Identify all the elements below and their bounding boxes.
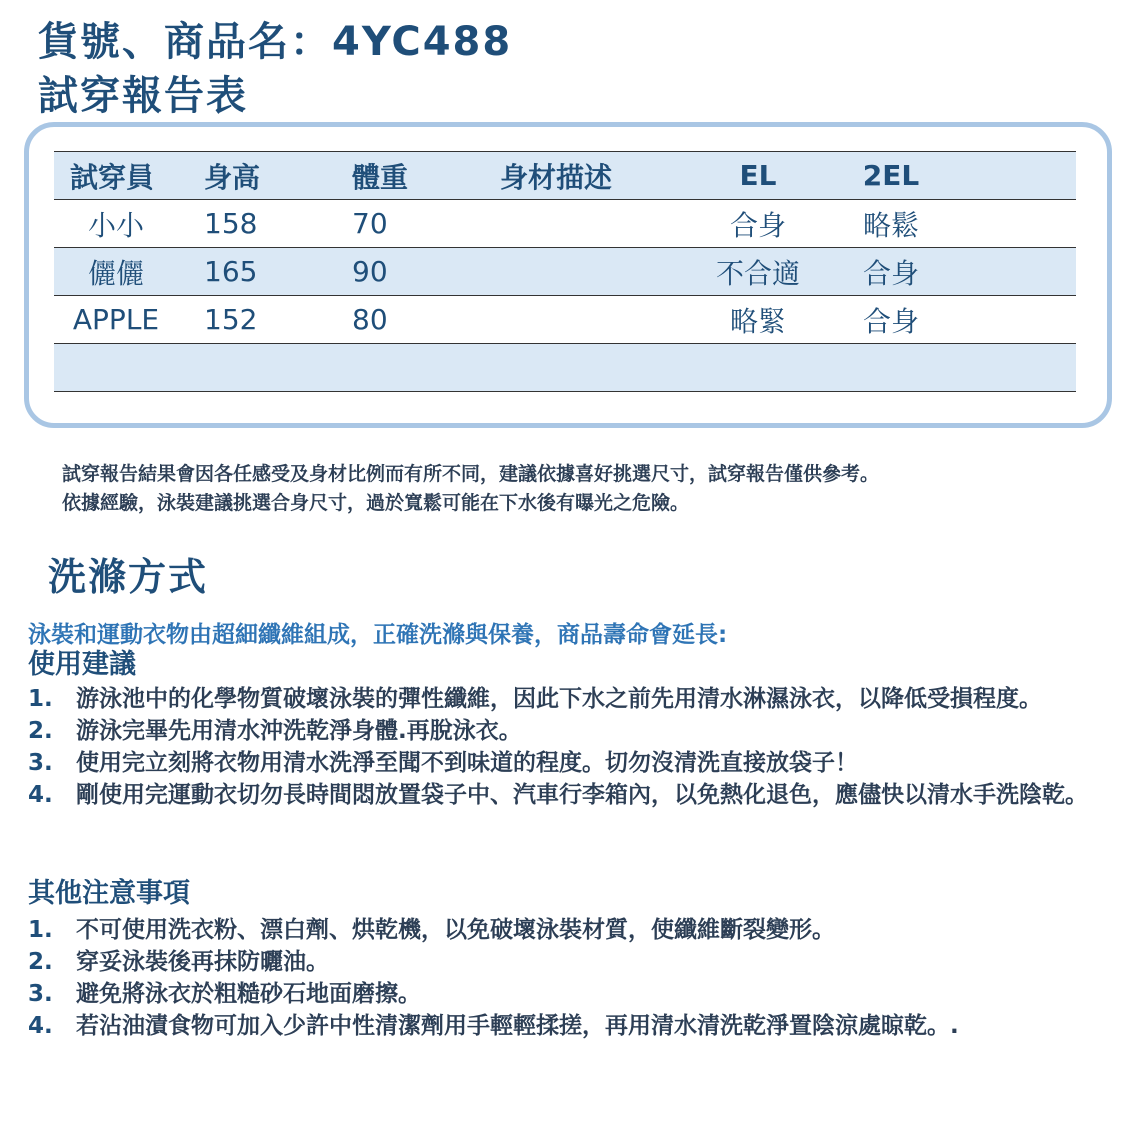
cell-height: 165 <box>204 255 258 288</box>
washing-title: 洗滌方式 <box>48 555 209 599</box>
list-item: 4. 若沾油漬食物可加入少許中性清潔劑用手輕輕揉搓，再用清水清洗乾淨置陰涼處晾乾。. <box>28 1013 959 1039</box>
report-notes <box>62 460 879 518</box>
col-header-height: 身高 <box>204 160 261 194</box>
cell-name: 儷儷 <box>87 256 144 290</box>
list-item: 1. 游泳池中的化學物質破壞泳裝的彈性纖維，因此下水之前先用清水淋濕泳衣，以降低受損程度。 <box>28 686 1042 712</box>
list-item: 2. 穿妥泳裝後再抹防曬油。 <box>28 949 329 975</box>
cell-2el: 合身 <box>862 256 919 290</box>
table-row <box>54 200 1076 248</box>
col-header-tester: 試穿員 <box>70 160 155 194</box>
cell-weight: 90 <box>352 255 388 288</box>
other-list <box>28 914 1108 1042</box>
cell-height: 152 <box>204 303 258 336</box>
cell-body <box>500 296 690 344</box>
table-header-row <box>54 152 1076 200</box>
cell-weight: 70 <box>352 207 388 240</box>
cell-el: 合身 <box>729 208 786 242</box>
cell-2el: 合身 <box>862 304 919 338</box>
cell-height: 158 <box>204 207 258 240</box>
report-title: 試穿報告表 <box>38 73 248 119</box>
cell-weight: 80 <box>352 303 388 336</box>
list-item: 3. 使用完立刻將衣物用清水洗淨至聞不到味道的程度。切勿沒清洗直接放袋子！ <box>28 750 858 776</box>
fit-report-table <box>54 151 1076 392</box>
usage-heading: 使用建議 <box>28 649 136 680</box>
table-row <box>54 248 1076 296</box>
col-header-2el: 2EL <box>862 159 920 192</box>
cell-el: 不合適 <box>715 256 800 290</box>
table-row-empty <box>54 344 1076 392</box>
cell-el: 略緊 <box>729 304 786 338</box>
usage-list <box>28 683 1108 811</box>
page-title: 貨號、商品名：4YC488 <box>38 19 513 65</box>
col-header-weight: 體重 <box>352 160 409 194</box>
cell-body <box>500 200 690 248</box>
cell-name: 小小 <box>87 208 144 242</box>
cell-name: APPLE <box>72 303 160 336</box>
col-header-body: 身材描述 <box>500 160 613 194</box>
list-item: 2. 游泳完畢先用清水沖洗乾淨身體.再脫泳衣。 <box>28 718 522 744</box>
list-item: 3. 避免將泳衣於粗糙砂石地面磨擦。 <box>28 981 421 1007</box>
cell-2el: 略鬆 <box>862 208 919 242</box>
col-header-el: EL <box>739 159 777 192</box>
note-line: 試穿報告結果會因各任感受及身材比例而有所不同，建議依據喜好挑選尺寸，試穿報告僅供參考。 <box>62 463 880 485</box>
list-item: 4. 剛使用完運動衣切勿長時間悶放置袋子中、汽車行李箱內，以免熱化退色，應儘快以清水手洗陰乾。 <box>28 782 1088 808</box>
table-row <box>54 296 1076 344</box>
washing-intro: 泳裝和運動衣物由超細纖維組成，正確洗滌與保養，商品壽命會延長: <box>28 622 728 648</box>
note-line: 依據經驗，泳裝建議挑選合身尺寸，過於寬鬆可能在下水後有曝光之危險。 <box>62 492 690 514</box>
cell-body <box>500 248 690 296</box>
other-heading: 其他注意事項 <box>28 878 190 909</box>
list-item: 1. 不可使用洗衣粉、漂白劑、烘乾機，以免破壞泳裝材質，使纖維斷裂變形。 <box>28 917 835 943</box>
